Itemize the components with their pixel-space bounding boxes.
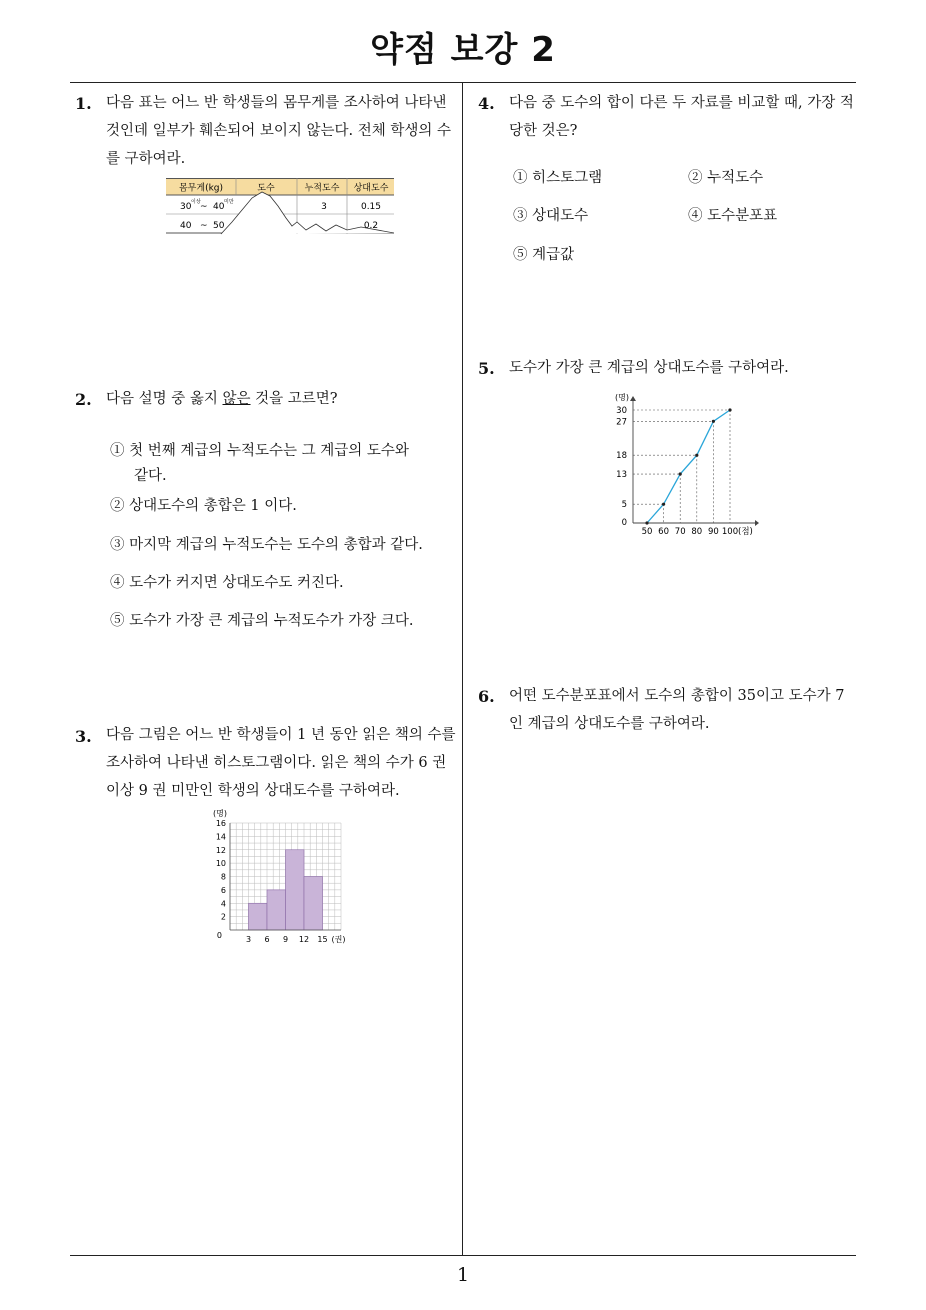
row2-end: 50 (213, 221, 225, 231)
histogram-chart (200, 805, 360, 950)
q1-damaged-table (166, 178, 394, 236)
top-rule (70, 82, 856, 83)
q4-option-5: ⑤ 계급값 (513, 247, 575, 263)
x-tick-label: 9 (282, 935, 289, 944)
row2-relative: 0.2 (363, 221, 379, 231)
x-axis-unit: (점) (738, 527, 753, 537)
q5-text: 도수가 가장 큰 계급의 상대도수를 구하여라. (509, 360, 789, 376)
x-tick-label: 50 (641, 527, 653, 537)
q2-option-3: ③ 마지막 계급의 누적도수는 도수의 총합과 같다. (110, 537, 423, 553)
y-axis-unit: (명) (213, 809, 227, 818)
x-tick-label: 100 (721, 527, 739, 537)
data-point (662, 503, 665, 506)
x-tick-label: 60 (658, 527, 670, 537)
y-tick-label: 4 (220, 899, 226, 909)
q6-text: 어떤 도수분포표에서 도수의 총합이 35이고 도수가 7 인 계급의 상대도수를 구하여라. (509, 688, 845, 732)
q5-number: 5. (478, 359, 495, 378)
x-axis-unit: (권) (331, 935, 346, 944)
q4-option-1: ① 히스토그램 (513, 170, 603, 186)
q4-option-2: ② 누적도수 (688, 170, 764, 186)
cumulative-series-line (647, 410, 730, 523)
y-tick-label: 10 (215, 859, 226, 869)
row1-relative: 0.15 (360, 202, 382, 212)
y-tick-label: 5 (621, 500, 627, 511)
histogram-bar (249, 903, 268, 930)
q4-text: 다음 중 도수의 합이 다른 두 자료를 비교할 때, 가장 적당한 것은? (509, 95, 854, 139)
origin-label: 0 (216, 931, 222, 940)
q3-number: 3. (75, 727, 92, 746)
x-tick-label: 3 (245, 935, 252, 944)
row1-sup1: 이상 (191, 199, 201, 205)
y-tick-label: 18 (616, 451, 627, 462)
row2-start: 40 (180, 221, 192, 231)
x-tick-label: 80 (691, 527, 703, 537)
table-header-4: 상대도수 (353, 183, 389, 194)
data-point (695, 454, 698, 457)
y-tick-label: 13 (616, 470, 627, 481)
q2-text (106, 385, 458, 413)
x-tick-label: 6 (264, 935, 270, 944)
q2-option-1: ① 첫 번째 계급의 누적도수는 그 계급의 도수와 (110, 443, 409, 459)
cumulative-line-chart (605, 390, 775, 540)
y-axis-unit: (명) (615, 393, 629, 402)
row1-start: 30 (180, 202, 192, 212)
q4-option-3: ③ 상대도수 (513, 208, 589, 224)
q2-text-part: 다음 설명 중 옳지 (106, 391, 223, 407)
y-tick-label: 27 (616, 417, 627, 428)
column-divider (462, 83, 463, 1256)
q2-text-part-end: 것을 고르면? (250, 391, 338, 407)
q3-text: 다음 그림은 어느 반 학생들이 1 년 동안 읽은 책의 수를 조사하여 나타낸 히스토그램이다. 읽은 책의 수가 6 권 이상 9 권 미만인 학생의 상대도수를 구하여라. (106, 727, 456, 799)
row1-end: 40 (213, 202, 225, 212)
histogram-bar (267, 890, 286, 930)
y-tick-label: 8 (220, 872, 226, 882)
y-tick-label: 16 (215, 819, 226, 828)
histogram-bar (286, 850, 305, 930)
q2-option-5: ⑤ 도수가 가장 큰 계급의 누적도수가 가장 크다. (110, 613, 414, 629)
histogram-bar (304, 877, 323, 931)
q6-number: 6. (478, 687, 495, 706)
y-tick-label: 6 (220, 885, 226, 895)
q2-option-2: ② 상대도수의 총합은 1 이다. (110, 498, 297, 514)
q2-option-1-cont: 같다. (134, 468, 167, 484)
table-header-2: 도수 (257, 183, 275, 194)
q1-number: 1. (75, 94, 92, 113)
page-number: 1 (456, 1264, 470, 1286)
x-tick-label: 15 (317, 935, 328, 944)
table-header-1: 몸무게(kg) (178, 183, 224, 194)
data-point (728, 408, 731, 411)
y-axis-arrow (630, 396, 636, 401)
q2-option-4: ④ 도수가 커지면 상대도수도 커진다. (110, 575, 344, 591)
table-header-3: 누적도수 (304, 183, 340, 194)
q1-text: 다음 표는 어느 반 학생들의 몸무게를 조사하여 나타낸 것인데 일부가 훼손되어 보이지 않는다. 전체 학생의 수를 구하여라. (106, 95, 452, 167)
data-point (645, 521, 648, 524)
data-point (712, 420, 715, 423)
y-tick-label: 14 (215, 832, 226, 842)
x-tick-label: 12 (298, 935, 310, 944)
y-tick-label: 2 (220, 912, 226, 922)
x-tick-label: 70 (674, 527, 686, 537)
row2-tilde: ~ (200, 221, 208, 231)
q4-option-4: ④ 도수분포표 (688, 208, 778, 224)
x-axis-arrow (755, 520, 759, 526)
y-tick-label: 12 (215, 845, 226, 855)
origin-label: 0 (621, 518, 627, 528)
q2-underlined-word: 않은 (222, 391, 251, 407)
q4-number: 4. (478, 94, 495, 113)
row1-sup2: 미만 (224, 199, 234, 205)
y-tick-label: 30 (616, 406, 627, 416)
data-point (679, 472, 682, 475)
page-title: 약점 보강 2 (370, 30, 556, 70)
row1-cumulative: 3 (321, 202, 327, 212)
x-tick-label: 90 (707, 527, 719, 537)
q2-number: 2. (75, 390, 92, 409)
row1-tilde: ~ (200, 202, 208, 212)
bottom-rule (70, 1255, 856, 1256)
